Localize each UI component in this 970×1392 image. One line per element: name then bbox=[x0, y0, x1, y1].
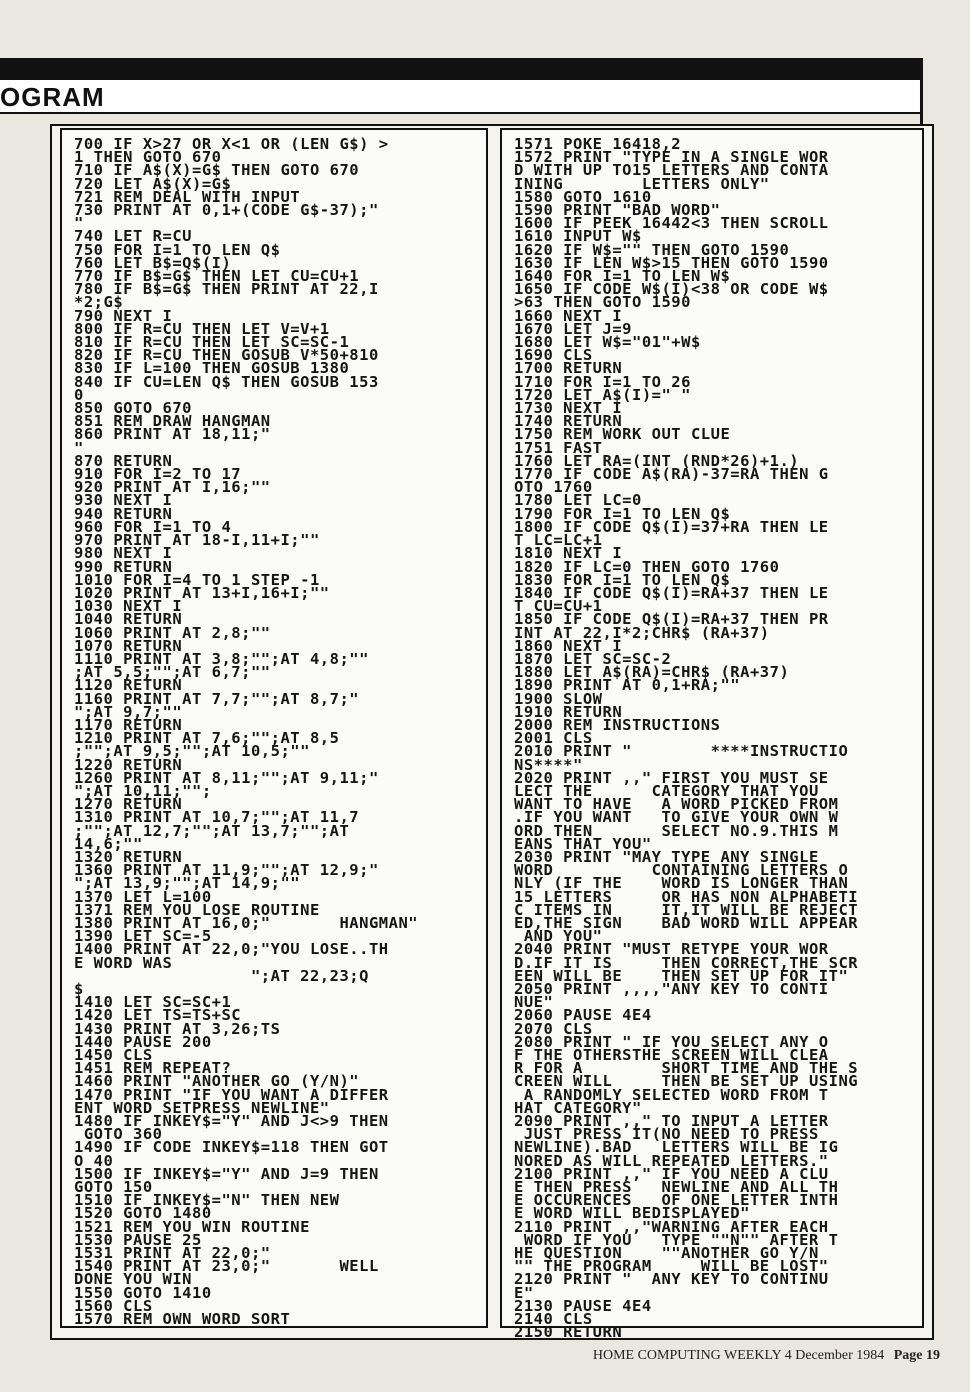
code-line: E WORD WAS bbox=[74, 953, 173, 972]
code-line: 840 IF CU=LEN Q$ THEN GOSUB 153 bbox=[74, 372, 379, 391]
code-line: 2140 CLS bbox=[514, 1310, 593, 1329]
code-line: D.IF IT IS THEN CORRECT,THE SCR bbox=[514, 953, 859, 972]
code-line: 2010 PRINT " ****INSTRUCTIO bbox=[514, 742, 849, 761]
code-line: 930 NEXT I bbox=[74, 491, 173, 510]
code-line: E OCCURENCES OF ONE LETTER INTH bbox=[514, 1191, 839, 1210]
code-line: CREEN WILL THEN BE SET UP USING bbox=[514, 1072, 859, 1091]
code-line: 870 RETURN bbox=[74, 451, 173, 470]
code-line: 1510 IF INKEY$="N" THEN NEW bbox=[74, 1191, 340, 1210]
code-line: NEWLINE).BAD LETTERS WILL BE IG bbox=[514, 1138, 839, 1157]
code-line: 1590 PRINT "BAD WORD" bbox=[514, 201, 721, 220]
code-line: NORED AS WILL REPEATED LETTERS." bbox=[514, 1151, 829, 1170]
code-line: 1850 IF CODE Q$(I)=RA+37 THEN PR bbox=[514, 610, 829, 629]
code-line: 1070 RETURN bbox=[74, 636, 183, 655]
code-line: 1870 LET SC=SC-2 bbox=[514, 649, 672, 668]
code-line: 1410 LET SC=SC+1 bbox=[74, 993, 232, 1012]
code-line: 721 REM DEAL WITH INPUT bbox=[74, 187, 301, 206]
code-line: A RANDOMLY SELECTED WORD FROM T bbox=[514, 1085, 829, 1104]
code-line: 1900 SLOW bbox=[514, 689, 603, 708]
page-title: OGRAM bbox=[0, 82, 105, 112]
code-line: 1160 PRINT AT 7,7;"";AT 8,7;" bbox=[74, 689, 360, 708]
code-line: ED,THE SIGN BAD WORD WILL APPEAR bbox=[514, 913, 859, 932]
code-line: AND YOU" bbox=[514, 927, 603, 946]
code-line: "" THE PROGRAM WILL BE LOST" bbox=[514, 1257, 829, 1276]
code-line: 1830 FOR I=1 TO LEN Q$ bbox=[514, 570, 731, 589]
code-line: 1740 RETURN bbox=[514, 412, 623, 431]
code-line: 2001 CLS bbox=[514, 729, 593, 748]
code-line: 1440 PAUSE 200 bbox=[74, 1032, 212, 1051]
code-line: 1500 IF INKEY$="Y" AND J=9 THEN bbox=[74, 1164, 379, 1183]
code-line: GOTO 360 bbox=[74, 1125, 163, 1144]
code-line: 1660 NEXT I bbox=[514, 306, 623, 325]
code-line: 2100 PRINT ,," IF YOU NEED A CLU bbox=[514, 1164, 829, 1183]
code-line: ;"";AT 9,5;"";AT 10,5;"" bbox=[74, 742, 310, 761]
code-line: ORD THEN SELECT NO.9.THIS M bbox=[514, 821, 839, 840]
code-line: 1470 PRINT "IF YOU WANT A DIFFER bbox=[74, 1085, 389, 1104]
code-line: E" bbox=[514, 1283, 534, 1302]
code-line: 1521 REM YOU WIN ROUTINE bbox=[74, 1217, 310, 1236]
code-line: 1770 IF CODE A$(RA)-37=RA THEN G bbox=[514, 465, 829, 484]
code-line: T CU=CU+1 bbox=[514, 597, 603, 616]
code-line: 1620 IF W$="" THEN GOTO 1590 bbox=[514, 240, 790, 259]
code-line: O 40 bbox=[74, 1151, 114, 1170]
code-line: HAT CATEGORY" bbox=[514, 1098, 642, 1117]
code-line: 1531 PRINT AT 22,0;" bbox=[74, 1244, 271, 1263]
code-line: 1270 RETURN bbox=[74, 795, 183, 814]
code-line: 1550 GOTO 1410 bbox=[74, 1283, 212, 1302]
code-line: 1880 LET A$(RA)=CHR$ (RA+37) bbox=[514, 663, 790, 682]
code-line: 1370 LET L=100 bbox=[74, 887, 212, 906]
code-line: 1380 PRINT AT 16,0;" HANGMAN" bbox=[74, 913, 419, 932]
code-line: 790 NEXT I bbox=[74, 306, 173, 325]
code-line: 1560 CLS bbox=[74, 1296, 153, 1315]
code-line: 800 IF R=CU THEN LET V=V+1 bbox=[74, 319, 330, 338]
code-line: 970 PRINT AT 18-I,11+I;"" bbox=[74, 531, 320, 550]
code-line: 1710 FOR I=1 TO 26 bbox=[514, 372, 691, 391]
code-line: INT AT 22,I*2;CHR$ (RA+37) bbox=[514, 623, 770, 642]
code-line: 1820 IF LC=0 THEN GOTO 1760 bbox=[514, 557, 780, 576]
code-line: 710 IF A$(X)=G$ THEN GOTO 670 bbox=[74, 161, 360, 180]
code-line: 700 IF X>27 OR X<1 OR (LEN G$) > bbox=[74, 135, 389, 153]
code-line: 2070 CLS bbox=[514, 1019, 593, 1038]
code-line: .IF YOU WANT TO GIVE YOUR OWN W bbox=[514, 808, 839, 827]
code-line: ;"";AT 12,7;"";AT 13,7;"";AT bbox=[74, 821, 350, 840]
code-line: 1120 RETURN bbox=[74, 676, 183, 695]
code-line: 1600 IF PEEK 16442<3 THEN SCROLL bbox=[514, 214, 829, 233]
code-line: 1760 LET RA=(INT (RND*26)+1.) bbox=[514, 451, 800, 470]
code-line: ";AT 13,9;"";AT 14,9;"" bbox=[74, 874, 301, 893]
code-line: C ITEMS IN IT,IT WILL BE REJECT bbox=[514, 900, 859, 919]
code-line: 730 PRINT AT 0,1+(CODE G$-37);" bbox=[74, 201, 379, 220]
code-line: 1630 IF LEN W$>15 THEN GOTO 1590 bbox=[514, 253, 829, 272]
code-line: D WITH UP TO15 LETTERS AND CONTA bbox=[514, 161, 829, 180]
code-line: 2150 RETURN bbox=[514, 1323, 623, 1342]
code-line: " bbox=[74, 214, 84, 233]
heading-band bbox=[0, 80, 922, 114]
code-line: 990 RETURN bbox=[74, 557, 173, 576]
code-line: 1030 NEXT I bbox=[74, 597, 183, 616]
code-line: " bbox=[74, 438, 84, 457]
code-line: E THEN PRESS NEWLINE AND ALL TH bbox=[514, 1178, 839, 1197]
code-line: 960 FOR I=1 TO 4 bbox=[74, 517, 232, 536]
code-line: WANT TO HAVE A WORD PICKED FROM bbox=[514, 795, 839, 814]
code-line: 1010 FOR I=4 TO 1 STEP -1 bbox=[74, 570, 320, 589]
code-line: LECT THE CATEGORY THAT YOU bbox=[514, 781, 819, 800]
code-line: 1060 PRINT AT 2,8;"" bbox=[74, 623, 271, 642]
code-line: INING LETTERS ONLY" bbox=[514, 174, 770, 193]
code-line: 1210 PRINT AT 7,6;"";AT 8,5 bbox=[74, 729, 340, 748]
code-line: 940 RETURN bbox=[74, 504, 173, 523]
publication-credit: HOME COMPUTING WEEKLY 4 December 1984 bbox=[592, 1348, 885, 1363]
code-line: 1400 PRINT AT 22,0;"YOU LOSE..TH bbox=[74, 940, 389, 959]
code-line: T LC=LC+1 bbox=[514, 531, 603, 550]
code-line: 1310 PRINT AT 10,7;"";AT 11,7 bbox=[74, 808, 360, 827]
code-line: WORD IF YOU TYPE ""N"" AFTER T bbox=[514, 1230, 839, 1249]
code-line: 1420 LET TS=TS+SC bbox=[74, 1006, 242, 1025]
code-line: 1890 PRINT AT 0,1+RA;"" bbox=[514, 676, 741, 695]
code-line: *2;G$ bbox=[74, 293, 124, 312]
code-line: DONE YOU WIN bbox=[74, 1270, 192, 1289]
code-line: 770 IF B$=G$ THEN LET CU=CU+1 bbox=[74, 267, 360, 286]
code-line: 1680 LET W$="01"+W$ bbox=[514, 333, 701, 352]
code-line: EANS THAT YOU" bbox=[514, 834, 652, 853]
code-line: 850 GOTO 670 bbox=[74, 399, 192, 418]
code-line: EEN WILL BE THEN SET UP FOR IT" bbox=[514, 966, 849, 985]
code-line: GOTO 150 bbox=[74, 1178, 153, 1197]
code-line: 1390 LET SC=-5 bbox=[74, 927, 212, 946]
code-line: 2030 PRINT "MAY TYPE ANY SINGLE bbox=[514, 847, 819, 866]
code-line: $ bbox=[74, 980, 84, 998]
code-line: JUST PRESS IT(NO NEED TO PRESS bbox=[514, 1125, 819, 1144]
code-line: 1220 RETURN bbox=[74, 755, 183, 774]
left-listing-column bbox=[60, 128, 488, 1328]
code-line: 1610 INPUT W$ bbox=[514, 227, 642, 246]
code-line: 1430 PRINT AT 3,26;TS bbox=[74, 1019, 281, 1038]
code-line: 1020 PRINT AT 13+I,16+I;"" bbox=[74, 583, 330, 602]
code-line: 1690 CLS bbox=[514, 346, 593, 365]
code-line: 1170 RETURN bbox=[74, 715, 183, 734]
code-line: 750 FOR I=1 TO LEN Q$ bbox=[74, 240, 281, 259]
code-line: 2080 PRINT " IF YOU SELECT ANY O bbox=[514, 1032, 829, 1051]
code-line: 1780 LET LC=0 bbox=[514, 491, 642, 510]
code-line: 1460 PRINT "ANOTHER GO (Y/N)" bbox=[74, 1072, 360, 1091]
code-line: 1750 REM WORK OUT CLUE bbox=[514, 425, 731, 444]
code-line: >63 THEN GOTO 1590 bbox=[514, 293, 691, 312]
code-line: 851 REM DRAW HANGMAN bbox=[74, 412, 271, 431]
page-number: Page 19 bbox=[893, 1348, 940, 1363]
code-line: 1700 RETURN bbox=[514, 359, 623, 378]
code-line: 820 IF R=CU THEN GOSUB V*50+810 bbox=[74, 346, 379, 365]
left-code-listing bbox=[74, 135, 476, 1329]
code-line: 1110 PRINT AT 3,8;"";AT 4,8;"" bbox=[74, 649, 369, 668]
code-line: 1840 IF CODE Q$(I)=RA+37 THEN LE bbox=[514, 583, 829, 602]
code-line: 1360 PRINT AT 11,9;"";AT 12,9;" bbox=[74, 861, 379, 880]
code-line: 920 PRINT AT I,16;"" bbox=[74, 478, 271, 497]
code-line: 1860 NEXT I bbox=[514, 636, 623, 655]
right-code-listing bbox=[514, 135, 912, 1342]
code-line: 1580 GOTO 1610 bbox=[514, 187, 652, 206]
code-line: ENT WORD SETPRESS NEWLINE" bbox=[74, 1098, 330, 1117]
code-line: ";AT 9,7;"" bbox=[74, 702, 183, 721]
code-line: 740 LET R=CU bbox=[74, 227, 192, 246]
code-line: 1572 PRINT "TYPE IN A SINGLE WOR bbox=[514, 148, 829, 167]
code-line: 1571 POKE 16418,2 bbox=[514, 135, 682, 153]
code-line: 1451 REM REPEAT? bbox=[74, 1059, 232, 1078]
code-line: 1650 IF CODE W$(I)<38 OR CODE W$ bbox=[514, 280, 829, 299]
code-line: 1 THEN GOTO 670 bbox=[74, 148, 222, 167]
code-line: 2130 PAUSE 4E4 bbox=[514, 1296, 652, 1315]
code-line: 1530 PAUSE 25 bbox=[74, 1230, 202, 1249]
code-line: 1800 IF CODE Q$(I)=37+RA THEN LE bbox=[514, 517, 829, 536]
code-line: 1040 RETURN bbox=[74, 610, 183, 629]
code-line: 1320 RETURN bbox=[74, 847, 183, 866]
code-line: WORD CONTAINING LETTERS O bbox=[514, 861, 849, 880]
code-line: OTO 1760 bbox=[514, 478, 593, 497]
code-line: 1810 NEXT I bbox=[514, 544, 623, 563]
code-line: 760 LET B$=Q$(I) bbox=[74, 253, 232, 272]
code-line: 720 LET A$(X)=G$ bbox=[74, 174, 232, 193]
header-bar bbox=[0, 58, 922, 80]
code-line: R FOR A SHORT TIME AND THE S bbox=[514, 1059, 859, 1078]
code-line: 2060 PAUSE 4E4 bbox=[514, 1006, 652, 1025]
code-line: 1670 LET J=9 bbox=[514, 319, 632, 338]
code-line: 15 LETTERS OR HAS NON ALPHABETI bbox=[514, 887, 859, 906]
code-line: F THE OTHERSTHE SCREEN WILL CLEA bbox=[514, 1046, 829, 1065]
code-line: 1910 RETURN bbox=[514, 702, 623, 721]
right-listing-column bbox=[500, 128, 924, 1342]
code-line: ";AT 22,23;Q bbox=[74, 966, 369, 985]
code-line: 1540 PRINT AT 23,0;" WELL bbox=[74, 1257, 379, 1276]
code-line: 2020 PRINT ,," FIRST YOU MUST SE bbox=[514, 768, 829, 787]
code-line: 14,6;"" bbox=[74, 834, 143, 853]
code-line: 1790 FOR I=1 TO LEN Q$ bbox=[514, 504, 731, 523]
code-line: 830 IF L=100 THEN GOSUB 1380 bbox=[74, 359, 350, 378]
code-line: 1570 REM OWN WORD SORT bbox=[74, 1310, 291, 1329]
code-line: 2000 REM INSTRUCTIONS bbox=[514, 715, 721, 734]
code-line: ;AT 5,5;"";AT 6,7;"" bbox=[74, 663, 271, 682]
code-line: 980 NEXT I bbox=[74, 544, 173, 563]
code-line: 1490 IF CODE INKEY$=118 THEN GOT bbox=[74, 1138, 389, 1157]
code-line: HE QUESTION ""ANOTHER GO Y/N bbox=[514, 1244, 819, 1263]
code-line: 2090 PRINT ,," TO INPUT A LETTER bbox=[514, 1112, 829, 1131]
code-line: 1751 FAST bbox=[514, 438, 603, 457]
code-line: 1450 CLS bbox=[74, 1046, 153, 1065]
code-line: 780 IF B$=G$ THEN PRINT AT 22,I bbox=[74, 280, 379, 299]
code-line: 2050 PRINT ,,,,"ANY KEY TO CONTI bbox=[514, 980, 829, 998]
page-footer bbox=[593, 1348, 940, 1364]
code-line: 1720 LET A$(I)=" " bbox=[514, 385, 691, 404]
code-line: 810 IF R=CU THEN LET SC=SC-1 bbox=[74, 333, 350, 352]
code-line: 0 bbox=[74, 385, 84, 404]
code-line: 1520 GOTO 1480 bbox=[74, 1204, 212, 1223]
code-line: 1371 REM YOU LOSE ROUTINE bbox=[74, 900, 320, 919]
code-line: 910 FOR I=2 TO 17 bbox=[74, 465, 242, 484]
code-line: 1730 NEXT I bbox=[514, 399, 623, 418]
code-line: 2110 PRINT ,,"WARNING AFTER EACH bbox=[514, 1217, 829, 1236]
code-line: 1480 IF INKEY$="Y" AND J<>9 THEN bbox=[74, 1112, 389, 1131]
code-line: 2120 PRINT " ANY KEY TO CONTINU bbox=[514, 1270, 829, 1289]
code-line: E WORD WILL BEDISPLAYED" bbox=[514, 1204, 750, 1223]
code-line: 1260 PRINT AT 8,11;"";AT 9,11;" bbox=[74, 768, 379, 787]
code-line: 860 PRINT AT 18,11;" bbox=[74, 425, 271, 444]
code-line: 2040 PRINT "MUST RETYPE YOUR WOR bbox=[514, 940, 829, 959]
code-line: ";AT 10,11;""; bbox=[74, 781, 212, 800]
code-line: NLY (IF THE WORD IS LONGER THAN bbox=[514, 874, 849, 893]
code-line: NS****" bbox=[514, 755, 583, 774]
code-line: NUE" bbox=[514, 993, 554, 1012]
code-line: 1640 FOR I=1 TO LEN W$ bbox=[514, 267, 731, 286]
